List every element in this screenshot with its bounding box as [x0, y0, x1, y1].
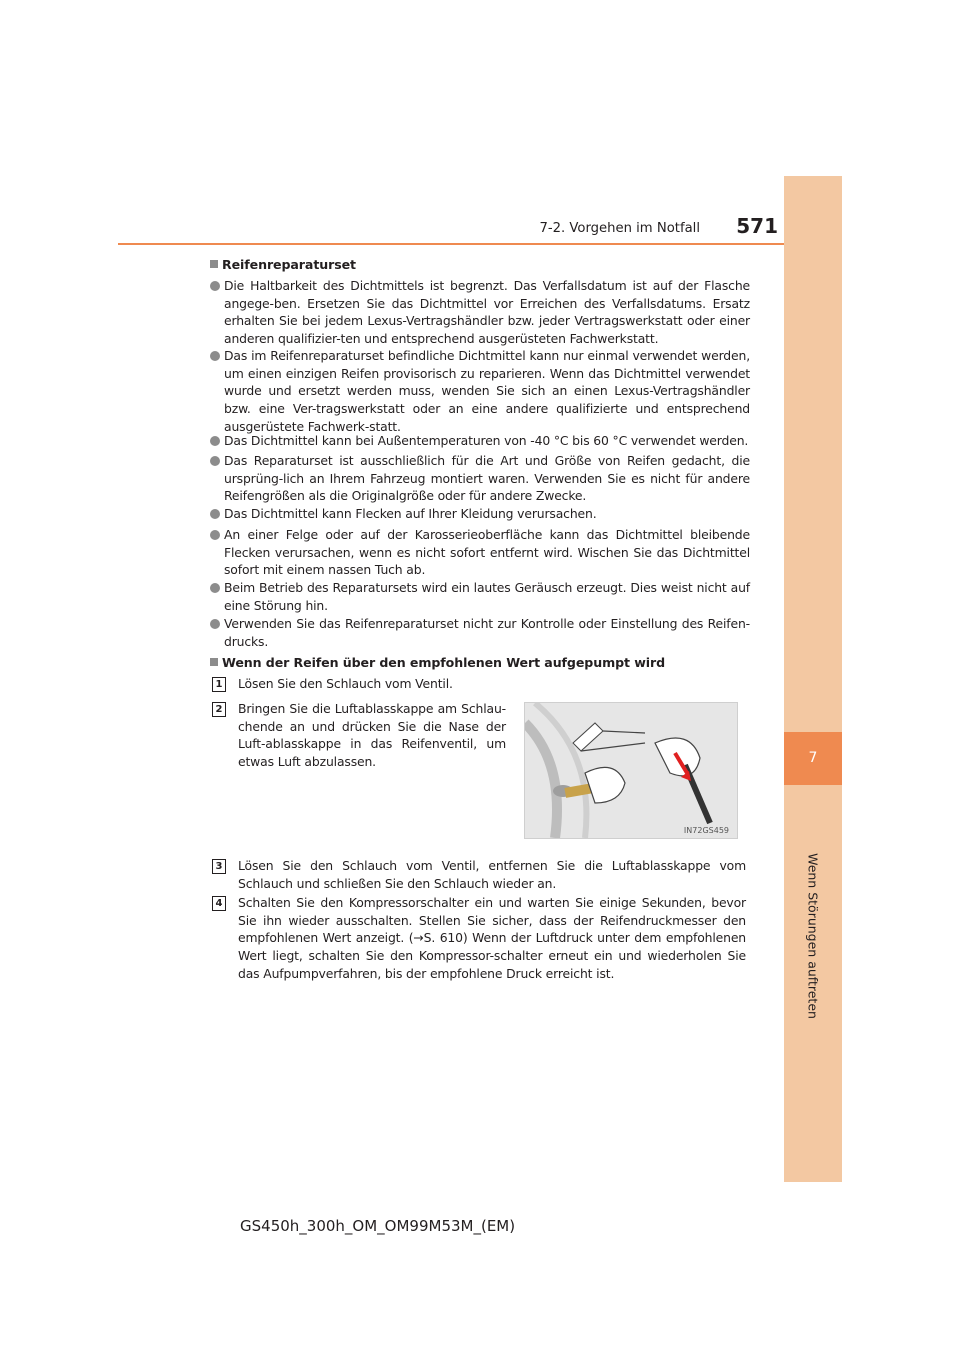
list-item [224, 505, 750, 523]
illustration-code: IN72GS459 [683, 826, 729, 835]
list-item [224, 452, 750, 505]
list-item [224, 526, 750, 579]
list-item [224, 432, 750, 450]
document-id-footer: GS450h_300h_OM_OM99M53M_(EM) [240, 1217, 516, 1235]
list-item-text: Das im Reifenreparaturset befindliche Dichtmittel kann nur einmal verwendet werden, um einen einzigen Reifen provisorisch zu reparieren. Wenn das Dichtmittel verwendet wurde und ersetzt werden muss, wenden Sie sich an einen Lexus-Vertragshändler bzw. eine Ver-tragswerkstatt oder an eine andere qualifizierte und entsprechend ausgerüstete Fachwerk-statt. [224, 348, 750, 434]
list-item [224, 579, 750, 614]
square-bullet-icon [210, 260, 218, 268]
list-item-text: Die Haltbarkeit des Dichtmittels ist begrenzt. Das Verfallsdatum ist auf der Flasche angege-ben. Ersetzen Sie das Dichtmittel vor Erreichen des Verfallsdatums. Ersatz erhalten Sie bei jedem Lexus-Vertragshändler bzw. jeder Vertragswerkstatt oder einer anderen qualifizier-ten und entsprechend ausgerüsteten Fachwerkstatt. [224, 278, 750, 347]
square-bullet-icon [210, 658, 218, 666]
list-item-text: Das Dichtmittel kann Flecken auf Ihrer Kleidung verursachen. [224, 506, 597, 521]
circle-bullet-icon [210, 351, 220, 361]
list-item-text: Verwenden Sie das Reifenreparaturset nicht zur Kontrolle oder Einstellung des Reifen-drucks. [224, 616, 750, 649]
step-number-badge: 3 [212, 859, 226, 874]
running-header-section: 7-2. Vorgehen im Notfall [539, 221, 700, 236]
chapter-title-vertical: Wenn Störungen auftreten [805, 853, 821, 1019]
list-item [224, 347, 750, 436]
page-number: 571 [736, 214, 778, 238]
circle-bullet-icon [210, 281, 220, 291]
section-heading-text: Wenn der Reifen über den empfohlenen Wert aufgepumpt wird [222, 655, 665, 670]
step-text: Schalten Sie den Kompressorschalter ein und warten Sie einige Sekunden, bevor Sie ihn wieder ausschalten. Stellen Sie sicher, dass der Reifendruckmesser den empfohlenen Wert anzeigt. (→S. 610) Wenn der Luftdruck unter dem empfohlenen Wert liegt, schalten Sie den Kompressor-schalter erneut ein und wiederholen Sie das Aufpumpverfahren, bis der empfohlene Druck erreicht ist. [238, 895, 746, 981]
section-heading-text: Reifenreparaturset [222, 257, 356, 272]
chapter-number-tab: 7 [784, 732, 842, 785]
step-text: Bringen Sie die Luftablasskappe am Schlau-chende an und drücken Sie die Nase der Luft-ablasskappe in das Reifenventil, um etwas Luft abzulassen. [238, 701, 506, 770]
list-item-text: Das Dichtmittel kann bei Außentemperaturen von -40 °C bis 60 °C verwendet werden. [224, 433, 749, 448]
step-number-badge: 4 [212, 896, 226, 911]
list-item [224, 277, 750, 348]
illustration-air-release-cap [524, 702, 738, 839]
circle-bullet-icon [210, 619, 220, 629]
list-item-text: Das Reparaturset ist ausschließlich für die Art und Größe von Reifen gedacht, die ursprüng-lich an Ihrem Fahrzeug montiert waren. Verwenden Sie es nicht für andere Reifengrößen als die Originalgröße oder für andere Zwecke. [224, 453, 750, 504]
list-item-text: An einer Felge oder auf der Karosserieoberfläche kann das Dichtmittel bleibende Flecken verursachen, wenn es nicht sofort entfernt wird. Wischen Sie das Dichtmittel sofort mit einem nassen Tuch ab. [224, 527, 750, 578]
step-number-badge: 2 [212, 702, 226, 717]
step-text: Lösen Sie den Schlauch vom Ventil, entfernen Sie die Luftablasskappe vom Schlauch und schließen Sie den Schlauch wieder an. [238, 858, 746, 891]
list-item-text: Beim Betrieb des Reparatursets wird ein lautes Geräusch erzeugt. Dies weist nicht auf eine Störung hin. [224, 580, 750, 613]
circle-bullet-icon [210, 456, 220, 466]
circle-bullet-icon [210, 530, 220, 540]
list-item [224, 615, 750, 650]
step-text: Lösen Sie den Schlauch vom Ventil. [238, 676, 453, 691]
circle-bullet-icon [210, 509, 220, 519]
step-number-badge: 1 [212, 677, 226, 692]
circle-bullet-icon [210, 583, 220, 593]
circle-bullet-icon [210, 436, 220, 446]
section-heading-aufgepumpt [210, 654, 665, 671]
tire-valve-illustration [525, 703, 737, 838]
section-heading-reifenreparaturset [210, 256, 356, 273]
